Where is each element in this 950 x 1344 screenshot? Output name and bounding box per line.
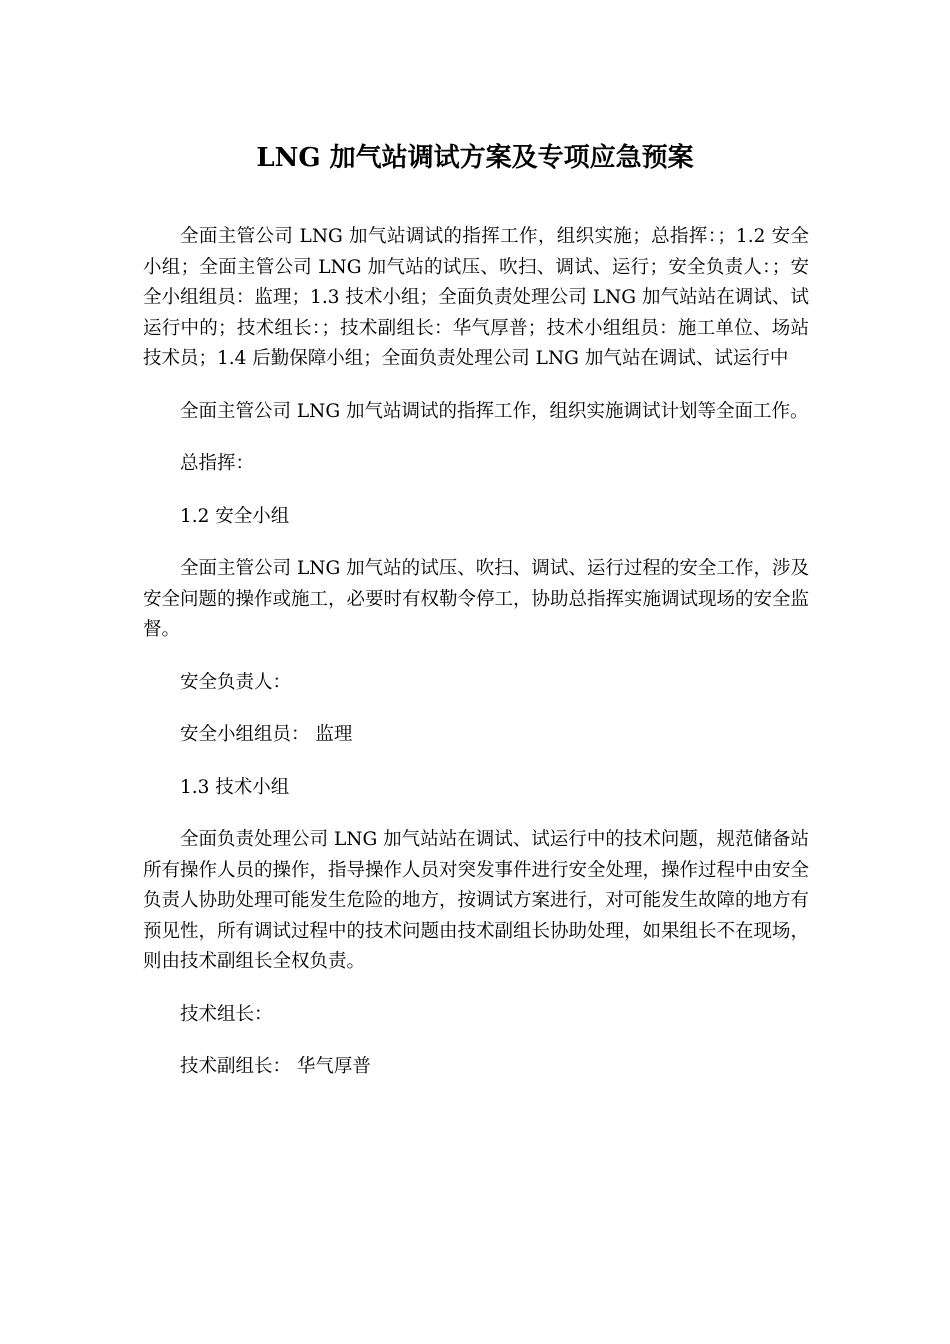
paragraph-safety-members: 安全小组组员： 监理 [180,724,353,745]
paragraph-tech-lead: 技术组长： [180,1003,273,1025]
paragraph-command-duty: 全面主管公司 LNG 加气站调试的指挥工作，组织实施调试计划等全面工作。 [180,400,809,422]
paragraph-summary: 全面主管公司 LNG 加气站调试的指挥工作，组织实施；总指挥：；1.2 安全小组；全面主管公司 LNG 加气站的试压、吹扫、调试、运行；安全负责人：；安全小组组员：监理；1.3 技术小组；全面负责处理公司 LNG 加气站站在调试、试运行中的；技术组长：；技术副组长：华气厚普；技术小组组员：施工单位、场站技术员；1.4 后勤保障小组；全面负责处理公司 LNG 加气站在调试、试运行中 [143,226,809,369]
paragraph-tech-deputy: 技术副组长： 华气厚普 [180,1056,371,1077]
paragraph-safety-lead: 安全负责人： [180,671,292,693]
paragraph-tech-duty: 全面负责处理公司 LNG 加气站站在调试、试运行中的技术问题，规范储备站所有操作人员的操作，指导操作人员对突发事件进行安全处理，操作过程中由安全负责人协助处理可能发生危险的地方，按调试方案进行，对可能发生故障的地方有预见性，所有调试过程中的技术问题由技术副组长协助处理，如果组长不在现场，则由技术副组长全权负责。 [143,829,810,972]
document-body [143,222,809,1105]
paragraph-commander: 总指挥： [180,453,255,474]
document-title: LNG 加气站调试方案及专项应急预案 [256,143,694,173]
section-heading-safety-group: 1.2 安全小组 [180,505,290,527]
section-heading-tech-group: 1.3 技术小组 [180,776,290,798]
paragraph-safety-duty: 全面主管公司 LNG 加气站的试压、吹扫、调试、运行过程的安全工作，涉及安全问题的操作或施工，必要时有权勒令停工，协助总指挥实施调试现场的安全监督。 [143,558,810,640]
